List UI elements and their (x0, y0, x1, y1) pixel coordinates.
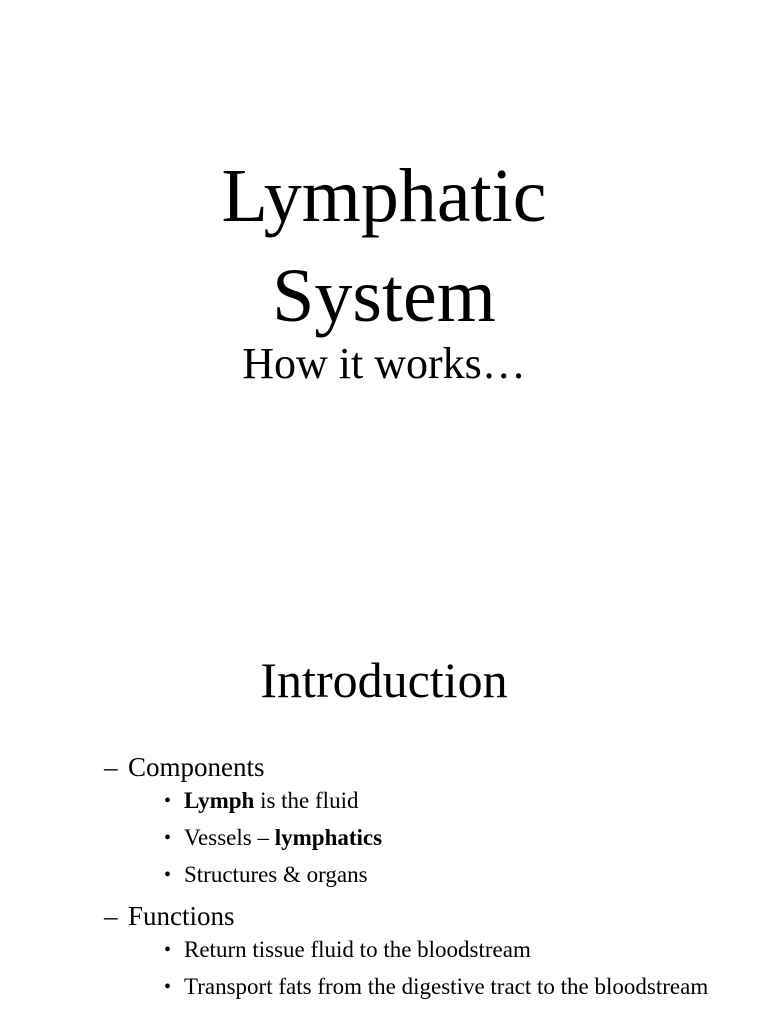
item-text: is the fluid (254, 788, 359, 813)
outline-item-components (104, 750, 724, 888)
bold-term: Lymph (184, 788, 255, 813)
list-item (160, 788, 724, 814)
slide-title (0, 146, 768, 346)
slide-heading: Introduction (260, 652, 508, 708)
bold-term: lymphatics (274, 825, 383, 850)
slide-subtitle: How it works… (242, 339, 526, 388)
item-text: Structures & organs (184, 862, 368, 887)
outline-label: Functions (128, 901, 235, 931)
dash-marker: – (104, 901, 118, 931)
sub-list-functions (128, 937, 724, 1000)
list-item (160, 862, 724, 888)
item-text: Transport fats from the digestive tract to the bloodstream (184, 974, 709, 999)
outline-item-functions (104, 899, 724, 1000)
bullet-marker: • (164, 939, 172, 961)
outline-label: Components (128, 752, 265, 782)
list-item (160, 825, 724, 851)
bullet-outline (104, 750, 724, 1011)
slide-title-line-1: Lymphatic (221, 154, 547, 238)
item-text: Vessels – (184, 825, 275, 850)
sub-list-components (128, 788, 724, 888)
item-text: Return tissue fluid to the bloodstream (184, 937, 531, 962)
introduction-slide (0, 560, 768, 1024)
bullet-marker: • (164, 976, 172, 998)
bullet-marker: • (164, 790, 172, 812)
list-item (160, 974, 724, 1000)
list-item (160, 937, 724, 963)
dash-marker: – (104, 752, 118, 782)
slide-title-line-2: System (272, 254, 496, 338)
bullet-marker: • (164, 827, 172, 849)
bullet-marker: • (164, 864, 172, 886)
